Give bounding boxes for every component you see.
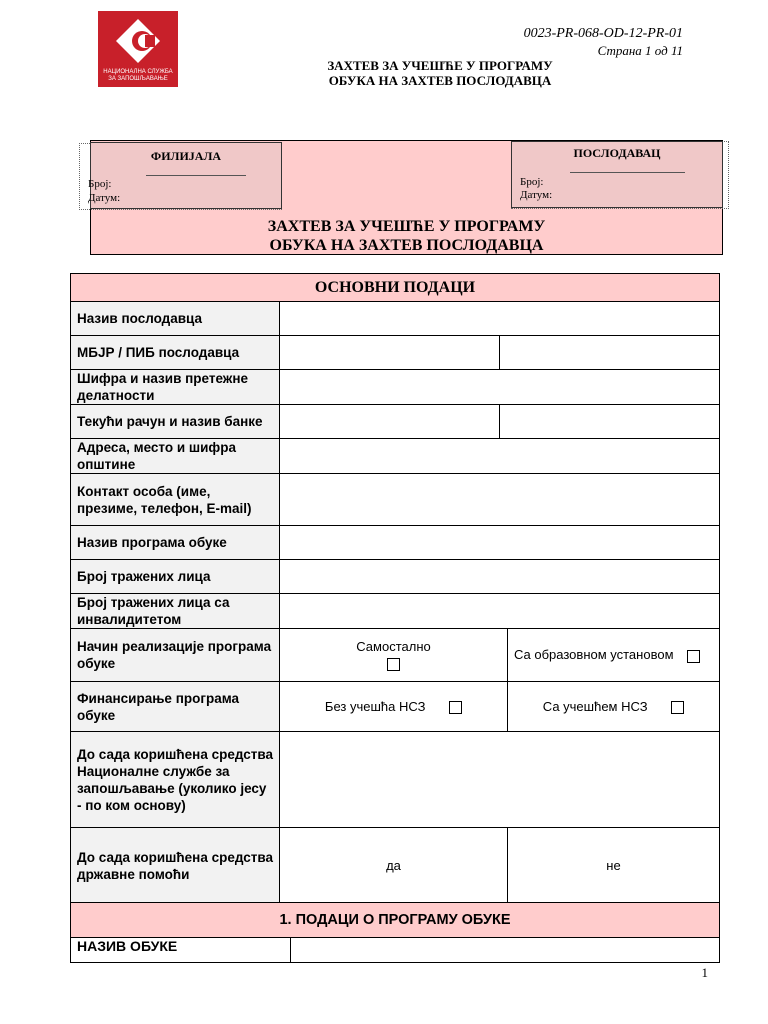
mbjr-field[interactable] xyxy=(280,336,500,370)
page-number: 1 xyxy=(701,965,708,980)
financing-with-nsz-option xyxy=(508,682,720,732)
employer-line xyxy=(570,172,685,173)
nsz-funds-field[interactable] xyxy=(280,732,720,828)
contact-label: Контакт особа (име, презиме, телефон, E-mail) xyxy=(71,474,280,526)
branch-line xyxy=(146,175,246,176)
document-code: 0023-PR-068-OD-12-PR-01 xyxy=(523,26,683,41)
page-title-line2: ОБУКА НА ЗАХТЕВ ПОСЛОДАВЦА xyxy=(328,73,552,88)
nsz-logo xyxy=(98,11,178,87)
employer-number-label: Број: xyxy=(520,176,544,188)
employer-name-field[interactable] xyxy=(280,302,720,336)
program-data-heading: 1. ПОДАЦИ О ПРОГРАМУ ОБУКЕ xyxy=(71,903,720,938)
branch-date-label: Датум: xyxy=(88,192,121,204)
employer-label: ПОСЛОДАВАЦ xyxy=(573,146,661,160)
branch-number-label: Број: xyxy=(88,178,112,190)
without-nsz-checkbox[interactable] xyxy=(449,701,462,714)
activity-label: Шифра и назив претежне делатности xyxy=(71,370,280,405)
pib-field[interactable] xyxy=(500,336,720,370)
state-aid-label: До сада коришћена средства државне помоћи xyxy=(71,828,280,904)
training-name-field[interactable] xyxy=(291,938,720,963)
realization-label: Начин реализације програма обуке xyxy=(71,629,280,682)
realization-institution-option xyxy=(508,629,720,682)
page-indicator: Страна 1 од 11 xyxy=(597,43,683,58)
without-nsz-label: Без учешћа НСЗ xyxy=(324,698,426,714)
branch-label: ФИЛИЈАЛА xyxy=(150,149,222,163)
basic-data-heading: ОСНОВНИ ПОДАЦИ xyxy=(71,274,720,302)
address-label: Адреса, место и шифра општине xyxy=(71,439,280,474)
state-aid-no-option[interactable]: не xyxy=(508,828,720,904)
financing-without-nsz-option xyxy=(280,682,508,732)
basic-data-table xyxy=(70,273,720,904)
address-field[interactable] xyxy=(280,439,720,474)
request-title-line1: ЗАХТЕВ ЗА УЧЕШЋЕ У ПРОГРАМУ xyxy=(267,218,546,235)
account-label: Текући рачун и назив банке xyxy=(71,405,280,439)
realization-independent-option xyxy=(280,629,508,682)
training-name-label: НАЗИВ ОБУКЕ xyxy=(71,938,291,963)
page-title-line1: ЗАХТЕВ ЗА УЧЕШЋЕ У ПРОГРАМУ xyxy=(327,58,553,73)
contact-field[interactable] xyxy=(280,474,720,526)
program-name-field[interactable] xyxy=(280,526,720,560)
program-data-table xyxy=(70,902,720,963)
program-name-label: Назив програма обуке xyxy=(71,526,280,560)
persons-label: Број тражених лица xyxy=(71,560,280,594)
account-number-field[interactable] xyxy=(280,405,500,439)
independent-checkbox[interactable] xyxy=(387,658,400,671)
state-aid-yes-option[interactable]: да xyxy=(280,828,508,904)
financing-label: Финансирање програма обуке xyxy=(71,682,280,732)
with-nsz-label: Са учешћем НСЗ xyxy=(542,698,648,714)
persons-field[interactable] xyxy=(280,560,720,594)
institution-checkbox[interactable] xyxy=(687,650,700,663)
persons-disabled-label: Број тражених лица са инвалидитетом xyxy=(71,594,280,629)
persons-disabled-field[interactable] xyxy=(280,594,720,629)
request-title-line2: ОБУКА НА ЗАХТЕВ ПОСЛОДАВЦА xyxy=(269,237,544,254)
independent-label: Самостално xyxy=(356,639,431,655)
logo-text-line2: ЗА ЗАПОШЉАВАЊЕ xyxy=(108,76,168,82)
with-nsz-checkbox[interactable] xyxy=(671,701,684,714)
mbjr-pib-label: МБЈР / ПИБ послодавца xyxy=(71,336,280,370)
request-header-box xyxy=(90,140,723,255)
employer-name-label: Назив послодавца xyxy=(71,302,280,336)
activity-field[interactable] xyxy=(280,370,720,405)
employer-box xyxy=(511,141,723,208)
branch-box xyxy=(90,142,282,209)
nsz-funds-label: До сада коришћена средства Националне службе за запошљавање (уколико јесу - по ком основу) xyxy=(71,732,280,828)
logo-text-line1: НАЦИОНАЛНА СЛУЖБА xyxy=(103,69,173,75)
employer-date-label: Датум: xyxy=(520,189,553,201)
institution-label: Са образовном установом xyxy=(514,647,674,663)
bank-name-field[interactable] xyxy=(500,405,720,439)
